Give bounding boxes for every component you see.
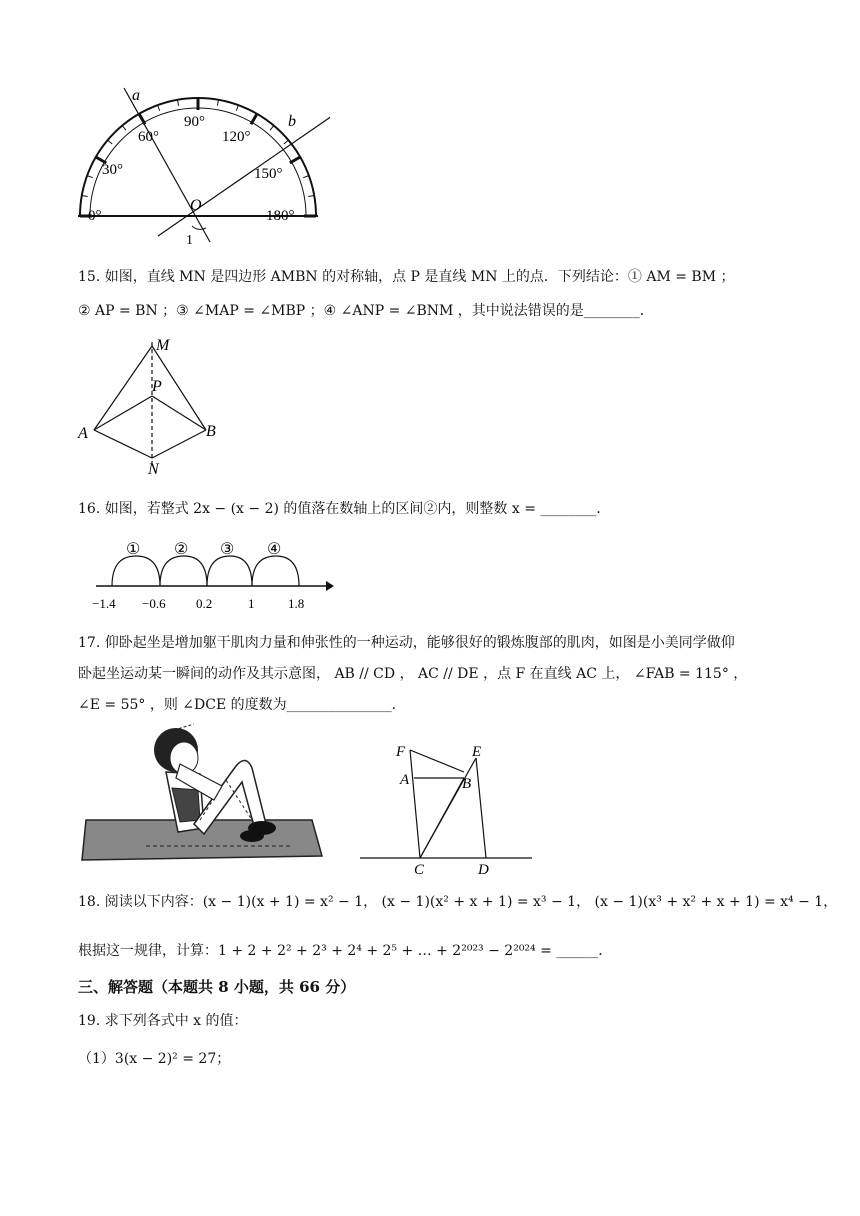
protractor-tick [82,196,88,197]
tick-minus-1-4: −1.4 [92,596,116,611]
q19-line-1: 19. 求下列各式中 x 的值： [78,1013,248,1029]
protractor-tick [217,100,218,106]
protractor-tick [178,100,179,106]
tick-30: 30° [102,162,123,178]
q17-line-3: ∠E = 55° ，则 ∠DCE 的度数为_______________． [78,697,406,713]
q17-line-1: 17. 仰卧起坐是增加躯干肌肉力量和伸张性的一种运动，能够很好的锻炼腹部的肌肉，如图是小美同学做仰 [78,635,735,651]
point-o-label: O [190,197,202,214]
q18-line-2: 根据这一规律，计算：1 + 2 + 2² + 2³ + 2⁴ + 2⁵ + … + 2²⁰²³ − 2²⁰²⁴ = ______． [78,943,613,959]
kite-figure [72,334,232,476]
q16-line-1: 16. 如图，若整式 2x − (x − 2) 的值落在数轴上的区间②内，则整数 x = ________． [78,501,611,517]
protractor-figure [70,86,330,248]
protractor-tick [284,140,289,144]
tick-minus-0-6: −0.6 [142,596,166,611]
protractor-tick [308,196,314,197]
tick-180: 180° [266,208,295,224]
geo-label-a: A [400,772,410,788]
tick-120: 120° [222,129,251,145]
tick-150: 150° [254,166,283,182]
section-3-title: 三、解答题（本题共 8 小题，共 66 分） [78,978,356,996]
geo-label-d: D [478,862,489,878]
interval-1-label: ① [126,541,141,558]
geo-label-f: F [396,744,406,760]
kite-label-b: B [206,423,216,440]
kite-label-n: N [148,461,159,476]
tick-1-8: 1.8 [288,596,305,611]
kite-label-m: M [156,337,170,354]
protractor-tick [236,105,238,111]
tick-1: 1 [248,596,255,611]
tick-90: 90° [184,114,205,130]
q17-line-2: 卧起坐运动某一瞬间的动作及其示意图， AB // CD ， AC // DE ，点 F 在直线 AC 上， ∠FAB = 115° ， [78,666,748,682]
q18-line-1: 18. 阅读以下内容：(x − 1)(x + 1) = x² − 1， (x − 1)(x² + x + 1) = x³ − 1， (x − 1)(x³ + x² + x + 1) = x⁴ − 1， [78,894,838,910]
protractor-tick [108,140,113,144]
q15-line-1: 15. 如图，直线 MN 是四边形 AMBN 的对称轴，点 P 是直线 MN 上的点．下列结论：① AM = BM ； [78,269,735,285]
geo-label-e: E [472,744,482,760]
kite-label-a: A [78,425,88,442]
protractor-tick [122,126,126,131]
protractor-tick [87,176,93,178]
q15-line-2: ② AP = BN ；③ ∠MAP = ∠MBP ；④ ∠ANP = ∠BNM ，其中说法错误的是________． [78,303,654,319]
situp-illustration [76,724,326,866]
kite-label-p: P [152,378,162,395]
tick-0: 0° [88,208,102,224]
protractor-tick [158,105,160,111]
protractor-tick [270,126,274,131]
tick-60: 60° [138,129,159,145]
tick-0-2: 0.2 [196,596,213,611]
interval-2-label: ② [174,541,189,558]
interval-3-label: ③ [220,541,235,558]
angle-1-label: 1 [186,233,193,248]
protractor-tick [290,157,300,163]
geo-label-c: C [414,862,425,878]
interval-4-label: ④ [267,541,282,558]
number-line-figure [86,534,336,616]
protractor-tick [251,114,257,124]
q19-part-1: （1）3(x − 2)² = 27； [78,1051,231,1067]
line-a-label: a [132,87,140,104]
protractor-tick [303,176,309,178]
line-b-label: b [288,113,296,130]
geo-label-b: B [462,776,472,792]
parallel-lines-figure [352,736,542,878]
